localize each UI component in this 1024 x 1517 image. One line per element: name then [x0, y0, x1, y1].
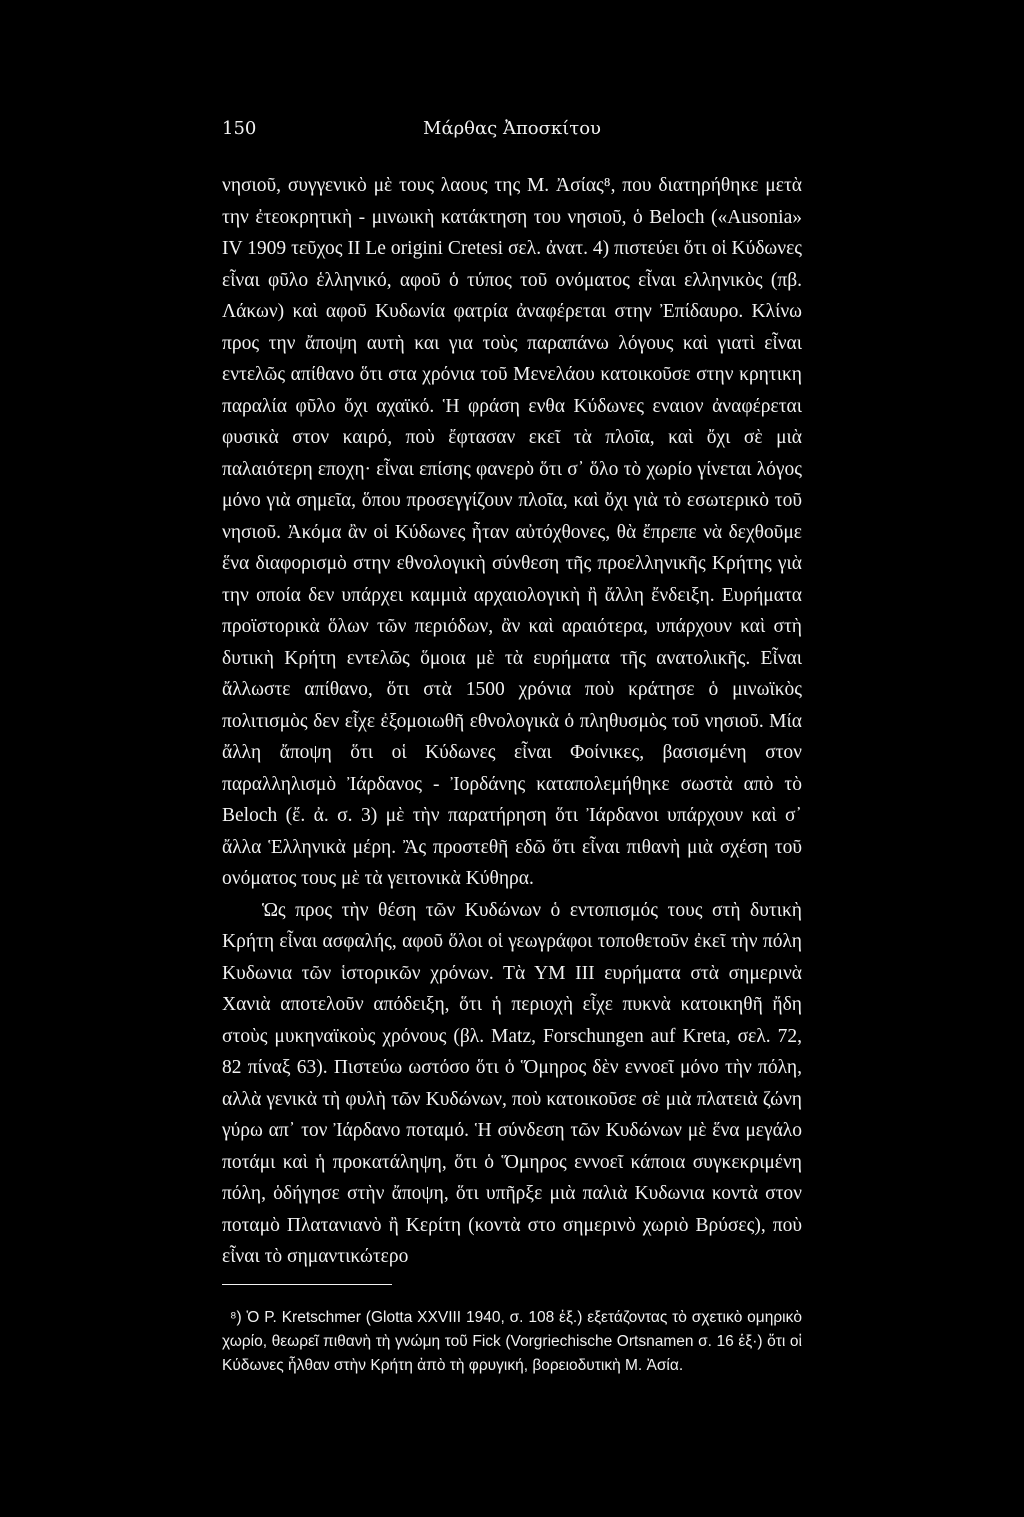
footnote-text: ⁸) Ὁ P. Kretschmer (Glotta XXVIII 1940, σ. 108 ἑξ.) εξετάζοντας τὸ σχετικὸ ομηρικὸ χωρίο, θεωρεῖ πιθανὴ τὴ γνώμη τοῦ Fick (Vorgriechische Ortsnamen σ. 16 ἑξ·) ὅτι οἱ Κύδωνες ἦλθαν στὴν Κρήτη ἀπὸ τὴ φρυγική, βορειοδυτικὴ Μ. Ἀσία.: [222, 1309, 802, 1374]
body-text: [222, 170, 802, 1273]
paragraph-1: νησιοῦ, συγγενικὸ μὲ τους λαους της Μ. Ἀσίας⁸, που διατηρήθηκε μετὰ την ἐτεοκρητικὴ - μινωικὴ κατάκτηση του νησιοῦ, ὁ Beloch («Ausonia» IV 1909 τεῦχος ΙΙ Le origini Cretesi σελ. ἀνατ. 4) πιστεύει ὅτι οἱ Κύδωνες εἶναι φῦλο ἑλληνικό, αφοῦ ὁ τύπος τοῦ ονόματος εἶναι ελληνικὸς (πβ. Λάκων) καὶ αφοῦ Κυδωνία φατρία ἀναφέρεται στην Ἐπίδαυρο. Κλίνω προς την ἄποψη αυτὴ και για τοὺς παραπάνω λόγους καὶ γιατὶ εἶναι εντελῶς απίθανο ὅτι στα χρόνια τοῦ Μενελάου κατοικοῦσε στην κρητικη παραλία φῦλο ὄχι αχαϊκό. Ἡ φράση ενθα Κύδωνες εναιον ἀναφέρεται φυσικὰ στον καιρό, ποὺ ἔφτασαν εκεῖ τὰ πλοῖα, καὶ ὄχι σὲ μιὰ παλαιότερη εποχη· εἶναι επίσης φανερὸ ὅτι σ᾽ ὅλο τὸ χωρίο γίνεται λόγος μόνο γιὰ σημεῖα, ὅπου προσεγγίζουν πλοῖα, καὶ ὄχι γιὰ τὸ εσωτερικὸ τοῦ νησιοῦ. Ἀκόμα ἂν οἱ Κύδωνες ἦταν αὐτόχθονες, θὰ ἔπρεπε νὰ δεχθοῦμε ἕνα διαφορισμὸ στην εθνολογικὴ σύνθεση τῆς προελληνικῆς Κρήτης γιὰ την οποία δεν υπάρχει καμμιὰ αρχαιολογικὴ ἢ ἄλλη ἔνδειξη. Ευρήματα προϊστορικὰ ὅλων τῶν περιόδων, ἂν καὶ αραιότερα, υπάρχουν καὶ στὴ δυτικὴ Κρήτη εντελῶς ὅμοια μὲ τὰ ευρήματα τῆς ανατολικῆς. Εἶναι ἄλλωστε απίθανο, ὅτι στὰ 1500 χρόνια ποὺ κράτησε ὁ μινωϊκὸς πολιτισμὸς δεν εἶχε ἐξομοιωθῆ εθνολογικὰ ὁ πληθυσμὸς τοῦ νησιοῦ. Μία ἄλλη ἄποψη ὅτι οἱ Κύδωνες εἶναι Φοίνικες, βασισμένη στον παραλληλισμὸ Ἰάρδανος - Ἰορδάνης καταπολεμήθηκε σωστὰ απὸ τὸ Beloch (ἔ. ἀ. σ. 3) μὲ τὴν παρατήρηση ὅτι Ἰάρδανοι υπάρχουν καὶ σ᾽ ἄλλα Ἑλληνικὰ μέρη. Ἂς προστεθῆ εδῶ ὅτι εἶναι πιθανὴ μιὰ σχέση τοῦ ονόματος τους μὲ τὰ γειτονικὰ Κύθηρα.: [222, 175, 802, 889]
footnote: [222, 1306, 802, 1378]
page-number: 150: [222, 118, 257, 139]
page-header: [222, 118, 802, 146]
paragraph-2: Ὡς προς τὴν θέση τῶν Κυδώνων ὁ εντοπισμός τους στὴ δυτικὴ Κρήτη εἶναι ασφαλής, αφοῦ ὅλοι οἱ γεωγράφοι τοποθετοῦν ἐκεῖ τὴν πόλη Κυδωνια τῶν ἱστορικῶν χρόνων. Τὰ ΥΜ ΙΙΙ ευρήματα στὰ σημερινὰ Χανιὰ αποτελοῦν απόδειξη, ὅτι ἡ περιοχὴ εἶχε πυκνὰ κατοικηθῆ ἤδη στοὺς μυκηναϊκοὺς χρόνους (βλ. Matz, Forschungen auf Kreta, σελ. 72, 82 πίναξ 63). Πιστεύω ωστόσο ὅτι ὁ Ὅμηρος δὲν εννοεῖ μόνο τὴν πόλη, αλλὰ γενικὰ τὴ φυλὴ τῶν Κυδώνων, ποὺ κατοικοῦσε σὲ μιὰ πλατειὰ ζώνη γύρω απ᾽ τον Ἰάρδανο ποταμό. Ἡ σύνδεση τῶν Κυδώνων μὲ ἕνα μεγάλο ποτάμι καὶ ἡ προκατάληψη, ὅτι ὁ Ὅμηρος εννοεῖ κάποια συγκεκριμένη πόλη, ὁδήγησε στὴν ἄποψη, ὅτι υπῆρξε μιὰ παλιὰ Κυδωνια κοντὰ στον ποταμὸ Πλατανιανὸ ἢ Κερίτη (κοντὰ στο σημερινὸ χωριὸ Βρύσες), ποὺ εἶναι τὸ σημαντικώτερο: [222, 899, 802, 1267]
running-title: Μάρθας Ἀποσκίτου: [423, 118, 601, 139]
footnote-separator: [222, 1284, 392, 1285]
